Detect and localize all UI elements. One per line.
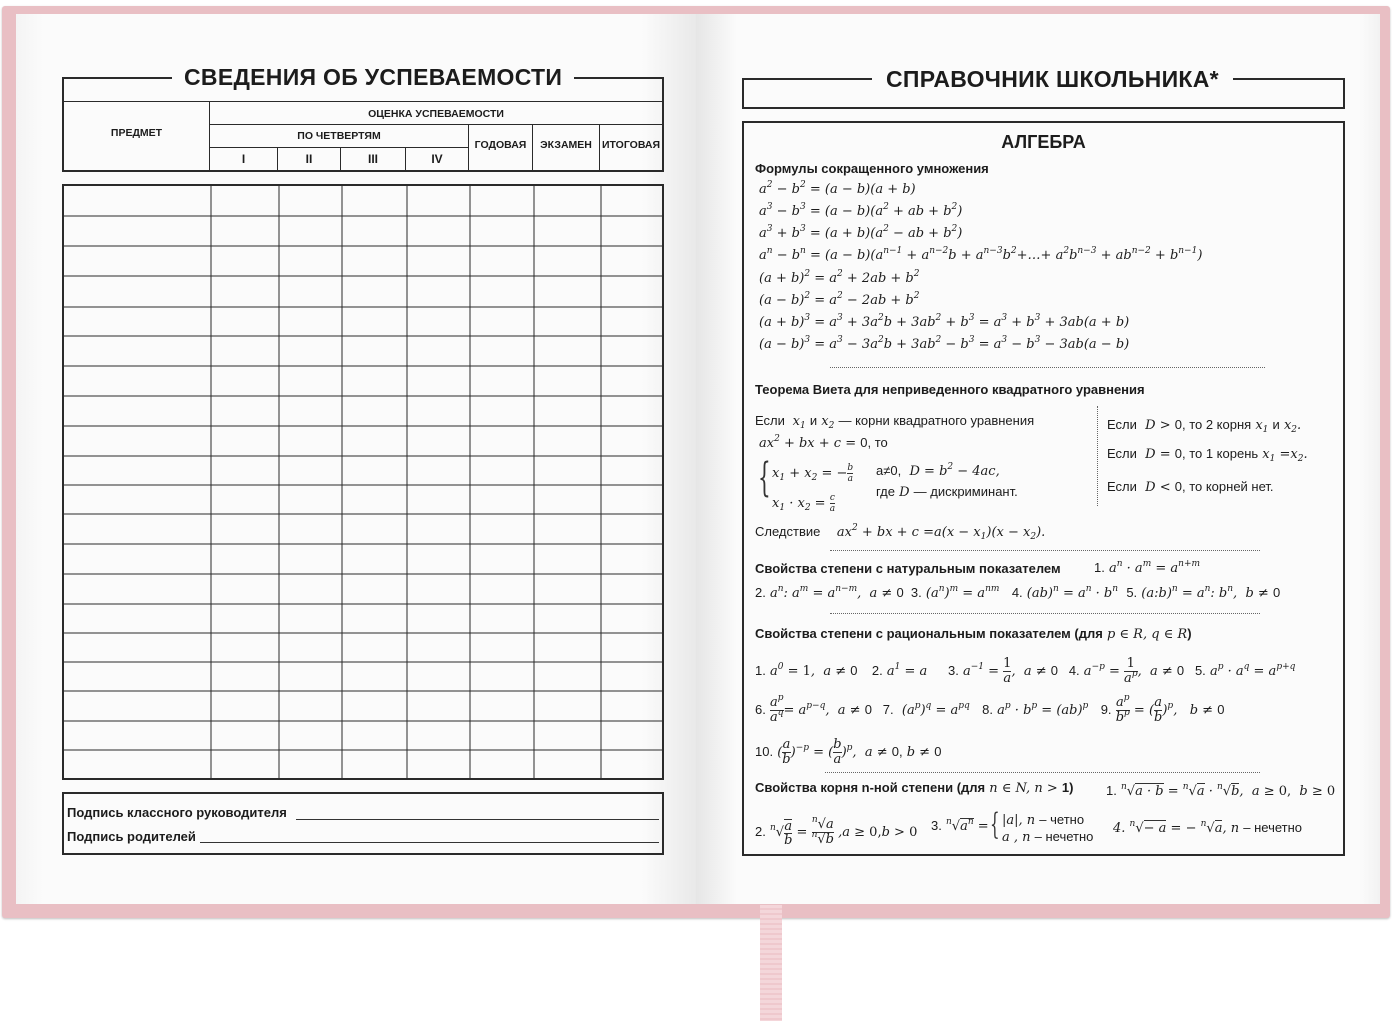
formula-8: $(a - b)^3 = a^3 - 3a^2b + 3ab^2 - b^3 = a^3 - b^3 - 3ab(a - b)$	[759, 335, 1130, 352]
signature-parents-line[interactable]	[200, 842, 659, 843]
vieta-disc: где D — дискриминант.	[876, 484, 1018, 500]
signature-box	[62, 792, 664, 855]
root-3-brace: {	[990, 807, 1000, 842]
root-3: 3. $^n√a^n$ =	[931, 817, 989, 834]
section-rational-powers: Свойства степени с рациональным показателем (для p ∈ R, q ∈ R)	[755, 626, 1192, 642]
vieta-line-2: $ax^2$ + bx + c = 0, то	[759, 434, 888, 451]
root-1: 1. $^n$√a · b = $^n$√a · $^n$√b, a ≥ 0, b ≥ 0	[1106, 782, 1336, 799]
rat-power-6-9: 6. $\frac{a^p}{a^q}$ = $a^{p-q}$, a ≠ 0 7. $(a^p)^q = a^{pq}$ 8. $a^p \cdot b^p = (ab)^p$ 9. $\frac{a^p}{b^p}$ = ( $\frac{a}{b}$ )$^p$, b ≠ 0	[755, 693, 1225, 725]
vieta-cond: a≠0, $D = b^2 - 4ac$,	[876, 462, 1000, 479]
signature-parents-label: Подпись родителей	[67, 829, 196, 844]
vieta-product: $x_1 \cdot x_2$ = $\frac{c}{a}$	[772, 493, 836, 514]
column-quarter-2: II	[305, 152, 313, 166]
grades-title: СВЕДЕНИЯ ОБ УСПЕВАЕМОСТИ	[172, 64, 574, 91]
column-quarter-1: I	[241, 152, 246, 166]
nat-power-1: 1. $a^n \cdot a^m = a^{n+m}$	[1094, 559, 1201, 576]
root-2: 2. $^n$√ $\frac{a}{b}$ = $\frac{^n√a}{^n√b}$ ,a ≥ 0,b > 0	[755, 815, 918, 848]
section-roots: Свойства корня n-ной степени (для n ∈ N, n > 1)	[755, 780, 1074, 796]
vieta-sum: $x_1 + x_2$ = − $\frac{b}{a}$	[772, 463, 854, 484]
signature-teacher-label: Подпись классного руководителя	[67, 805, 287, 820]
grades-grid-lines	[64, 186, 662, 778]
vieta-brace: {	[758, 455, 771, 501]
column-exam: ЭКЗАМЕН	[540, 139, 592, 151]
column-quarters-group: ПО ЧЕТВЕРТЯМ	[297, 130, 381, 142]
separator	[830, 613, 1260, 614]
column-subject: ПРЕДМЕТ	[110, 127, 163, 139]
algebra-subject: АЛГЕБРА	[1001, 132, 1086, 152]
root-3-odd: a , n – нечетно	[1002, 829, 1094, 845]
formula-5: $(a + b)^2 = a^2 + 2ab + b^2$	[759, 269, 920, 286]
formula-2: $a^3 - b^3 = (a - b)(a^2$ + ab + $b^2$)	[759, 202, 963, 219]
handbook-title: СПРАВОЧНИК ШКОЛЬНИКА*	[872, 66, 1233, 93]
section-vieta: Теорема Виета для неприведенного квадратного уравнения	[755, 382, 1145, 397]
rat-power-10: 10. ( $\frac{a}{b}$ )$^{-p}$ = ( $\frac{b}{a}$ )$^p$, a ≠ 0, b ≠ 0	[755, 737, 942, 767]
formula-3: $a^3 + b^3 = (a + b)(a^2$ − ab + $b^2$)	[759, 224, 963, 241]
formula-7: $(a + b)^3 = a^3 + 3a^2b + 3ab^2 + b^3 = a^3 + b^3 + 3ab(a + b)$	[759, 313, 1130, 330]
root-4: 4. $^n$√− a = − $^n$√a, n – нечетно	[1113, 819, 1303, 836]
nat-power-2-5: 2. $a^n$: $a^m = a^{n-m}$, a ≠ 0 3. $(a^n)^m = a^{nm}$ 4. $(ab)^n = a^n \cdot b^n$ 5. (a:b)$^n$ = $a^n$: $b^n$, b ≠ 0	[755, 584, 1281, 601]
vieta-d-positive: Если D > 0, то 2 корня $x_1$ и $x_2$.	[1107, 417, 1302, 435]
column-grade-group: ОЦЕНКА УСПЕВАЕМОСТИ	[368, 108, 504, 120]
vieta-d-zero: Если D = 0, то 1 корень $x_1 =x_2$.	[1107, 446, 1308, 464]
grades-grid[interactable]	[62, 184, 664, 780]
column-quarter-3: III	[367, 152, 378, 166]
separator	[825, 772, 1260, 773]
vieta-divider	[1097, 406, 1098, 506]
section-natural-powers: Свойства степени с натуральным показателем	[755, 561, 1061, 576]
separator	[830, 550, 1260, 551]
formula-4: $a^n - b^n = (a - b)(a^{n-1} + a^{n-2}b$ + $a^{n-3}b^2+\dots+ a^2b^{n-3} + ab^{n-2} + b^{n-1}$)	[759, 246, 1203, 263]
signature-teacher-line[interactable]	[296, 819, 659, 820]
vieta-corollary: Следствие $ax^2$ + bx + $c =a(x - x_1)(x - x_2)$.	[755, 523, 1046, 542]
column-final: ИТОГОВАЯ	[601, 139, 661, 151]
bookmark-ribbon[interactable]	[760, 905, 782, 1021]
section-short-multiplication: Формулы сокращенного умножения	[755, 161, 989, 176]
vieta-d-negative: Если D < 0, то корней нет.	[1107, 479, 1274, 495]
formula-6: $(a - b)^2 = a^2 - 2ab + b^2$	[759, 291, 920, 308]
separator	[830, 367, 1265, 368]
root-3-even: |a|, n – четно	[1002, 812, 1085, 828]
vieta-line-1: Если $x_1$ и $x_2$ — корни квадратного уравнения	[755, 413, 1035, 431]
column-quarter-4: IV	[431, 152, 443, 166]
column-year: ГОДОВАЯ	[474, 139, 527, 151]
formula-1: $a^2 - b^2 = (a - b)(a + b)$	[759, 180, 916, 197]
rat-power-1-5: 1. $a^0 = 1$, a ≠ 0 2. $a^1 = a$ 3. $a^{-1}$ = $\frac{1}{a}$ , a ≠ 0 4. $a^{-p}$ = $\frac{1}{a^p}$ , a ≠ 0 5. $a^p \cdot a^q = a^{p+q}$	[755, 656, 1296, 686]
